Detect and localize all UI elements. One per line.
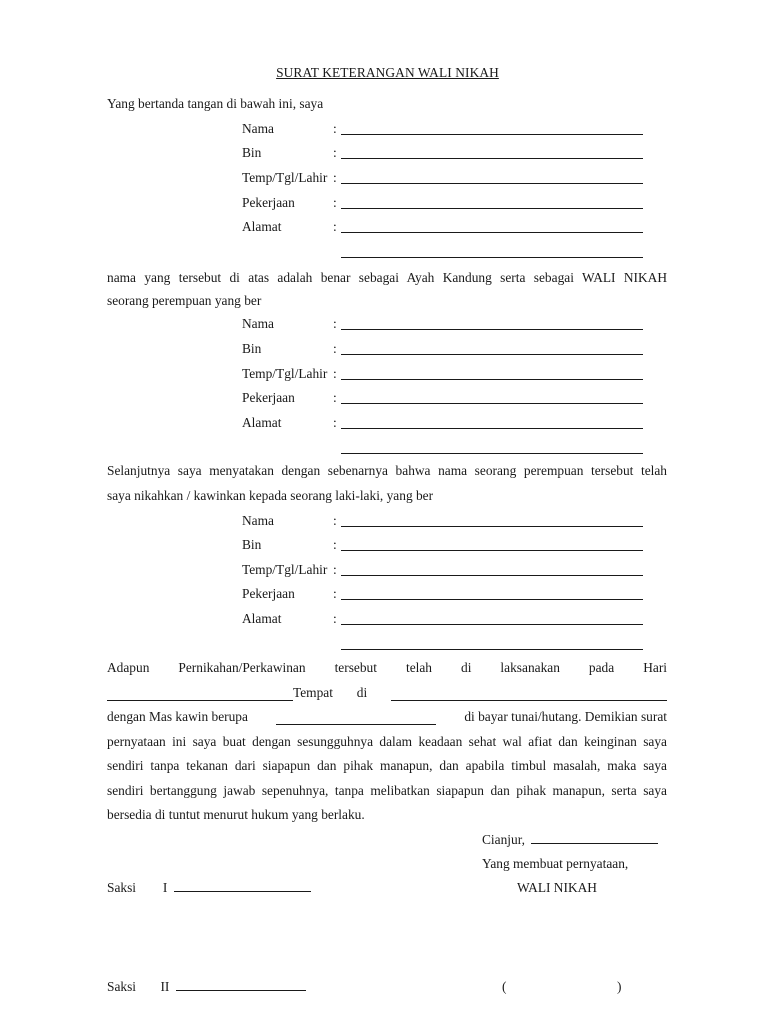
colon: : [333,366,337,381]
document-title: SURAT KETERANGAN WALI NIKAH [276,65,499,80]
para3-line2 [107,685,667,701]
para3-line7: bersedia di tuntut menurut hukum yang berlaku. [107,807,365,822]
field-perempuan-alamat-1[interactable] [341,428,643,429]
colon: : [333,195,337,210]
signature-place [482,832,658,848]
signature-place-label: Cianjur, [482,832,525,847]
colon: : [333,145,337,160]
para2-line1: Selanjutnya saya menyatakan dengan sebenarnya bahwa nama seorang perempuan tersebut telah [107,463,667,478]
label-ttl: Temp/Tgl/Lahir [242,562,328,577]
field-wali-alamat-2[interactable] [341,257,643,258]
field-perempuan-pekerjaan[interactable] [341,403,643,404]
field-perempuan-alamat-2[interactable] [341,453,643,454]
label-pekerjaan: Pekerjaan [242,195,295,210]
para3-line1: Adapun Pernikahan/Perkawinan tersebut telah di laksanakan pada Hari [107,660,667,675]
colon: : [333,341,337,356]
mas-kawin-suffix: di bayar tunai/hutang. Demikian surat [464,709,667,724]
label-nama: Nama [242,121,274,136]
field-perempuan-bin[interactable] [341,354,643,355]
signature-paren-open: ( [502,979,507,994]
field-laki-alamat-1[interactable] [341,624,643,625]
label-bin: Bin [242,341,262,356]
colon: : [333,170,337,185]
field-perempuan-nama[interactable] [341,329,643,330]
tempat-label: Tempat [293,685,333,700]
intro-text: Yang bertanda tangan di bawah ini, saya [107,96,324,111]
label-nama: Nama [242,316,274,331]
label-pekerjaan: Pekerjaan [242,586,295,601]
witness-1 [107,880,311,896]
field-laki-bin[interactable] [341,550,643,551]
field-laki-pekerjaan[interactable] [341,599,643,600]
label-ttl: Temp/Tgl/Lahir [242,170,328,185]
witness-label: Saksi [107,880,137,895]
field-wali-nama[interactable] [341,134,643,135]
tempat-di: di [356,685,368,700]
label-alamat: Alamat [242,415,282,430]
field-perempuan-ttl[interactable] [341,379,643,380]
mas-kawin-prefix: dengan Mas kawin berupa [107,709,248,724]
witness-number: II [160,979,170,994]
field-laki-alamat-2[interactable] [341,649,643,650]
para2-line2: saya nikahkan / kawinkan kepada seorang laki-laki, yang ber [107,488,434,503]
field-date[interactable] [531,832,658,844]
colon: : [333,219,337,234]
field-laki-nama[interactable] [341,526,643,527]
witness-2 [107,979,306,995]
para1-line1: nama yang tersebut di atas adalah benar sebagai Ayah Kandung serta sebagai WALI NIKAH [107,270,667,285]
witness-label: Saksi [107,979,137,994]
colon: : [333,390,337,405]
colon: : [333,586,337,601]
label-ttl: Temp/Tgl/Lahir [242,366,328,381]
field-mas-kawin[interactable] [276,713,436,725]
colon: : [333,121,337,136]
para3-line3 [107,709,667,725]
field-wali-bin[interactable] [341,158,643,159]
colon: : [333,316,337,331]
colon: : [333,562,337,577]
label-alamat: Alamat [242,219,282,234]
label-bin: Bin [242,145,262,160]
field-hari[interactable] [107,689,293,701]
para3-line5: sendiri tanpa tekanan dari siapapun dan pihak manapun, dan apabila timbul masalah, maka saya [107,758,667,773]
label-bin: Bin [242,537,262,552]
field-laki-ttl[interactable] [341,575,643,576]
signature-maker: Yang membuat pernyataan, [482,856,629,871]
colon: : [333,611,337,626]
label-nama: Nama [242,513,274,528]
colon: : [333,415,337,430]
colon: : [333,537,337,552]
field-witness-2[interactable] [176,979,306,991]
witness-number: I [162,880,168,895]
field-wali-alamat-1[interactable] [341,232,643,233]
para3-line4: pernyataan ini saya buat dengan sesungguhnya dalam keadaan sehat wal afiat dan keinginan saya [107,734,667,749]
colon: : [333,513,337,528]
para1-line2: seorang perempuan yang ber [107,293,262,308]
signature-role: WALI NIKAH [517,880,597,895]
field-tempat[interactable] [391,689,667,701]
label-alamat: Alamat [242,611,282,626]
label-pekerjaan: Pekerjaan [242,390,295,405]
field-wali-ttl[interactable] [341,183,643,184]
signature-paren-close: ) [617,979,622,994]
field-wali-pekerjaan[interactable] [341,208,643,209]
field-witness-1[interactable] [174,880,311,892]
para3-line6: sendiri bertanggung jawab sepenuhnya, tanpa melibatkan siapapun dan pihak manapun, serta saya [107,783,667,798]
